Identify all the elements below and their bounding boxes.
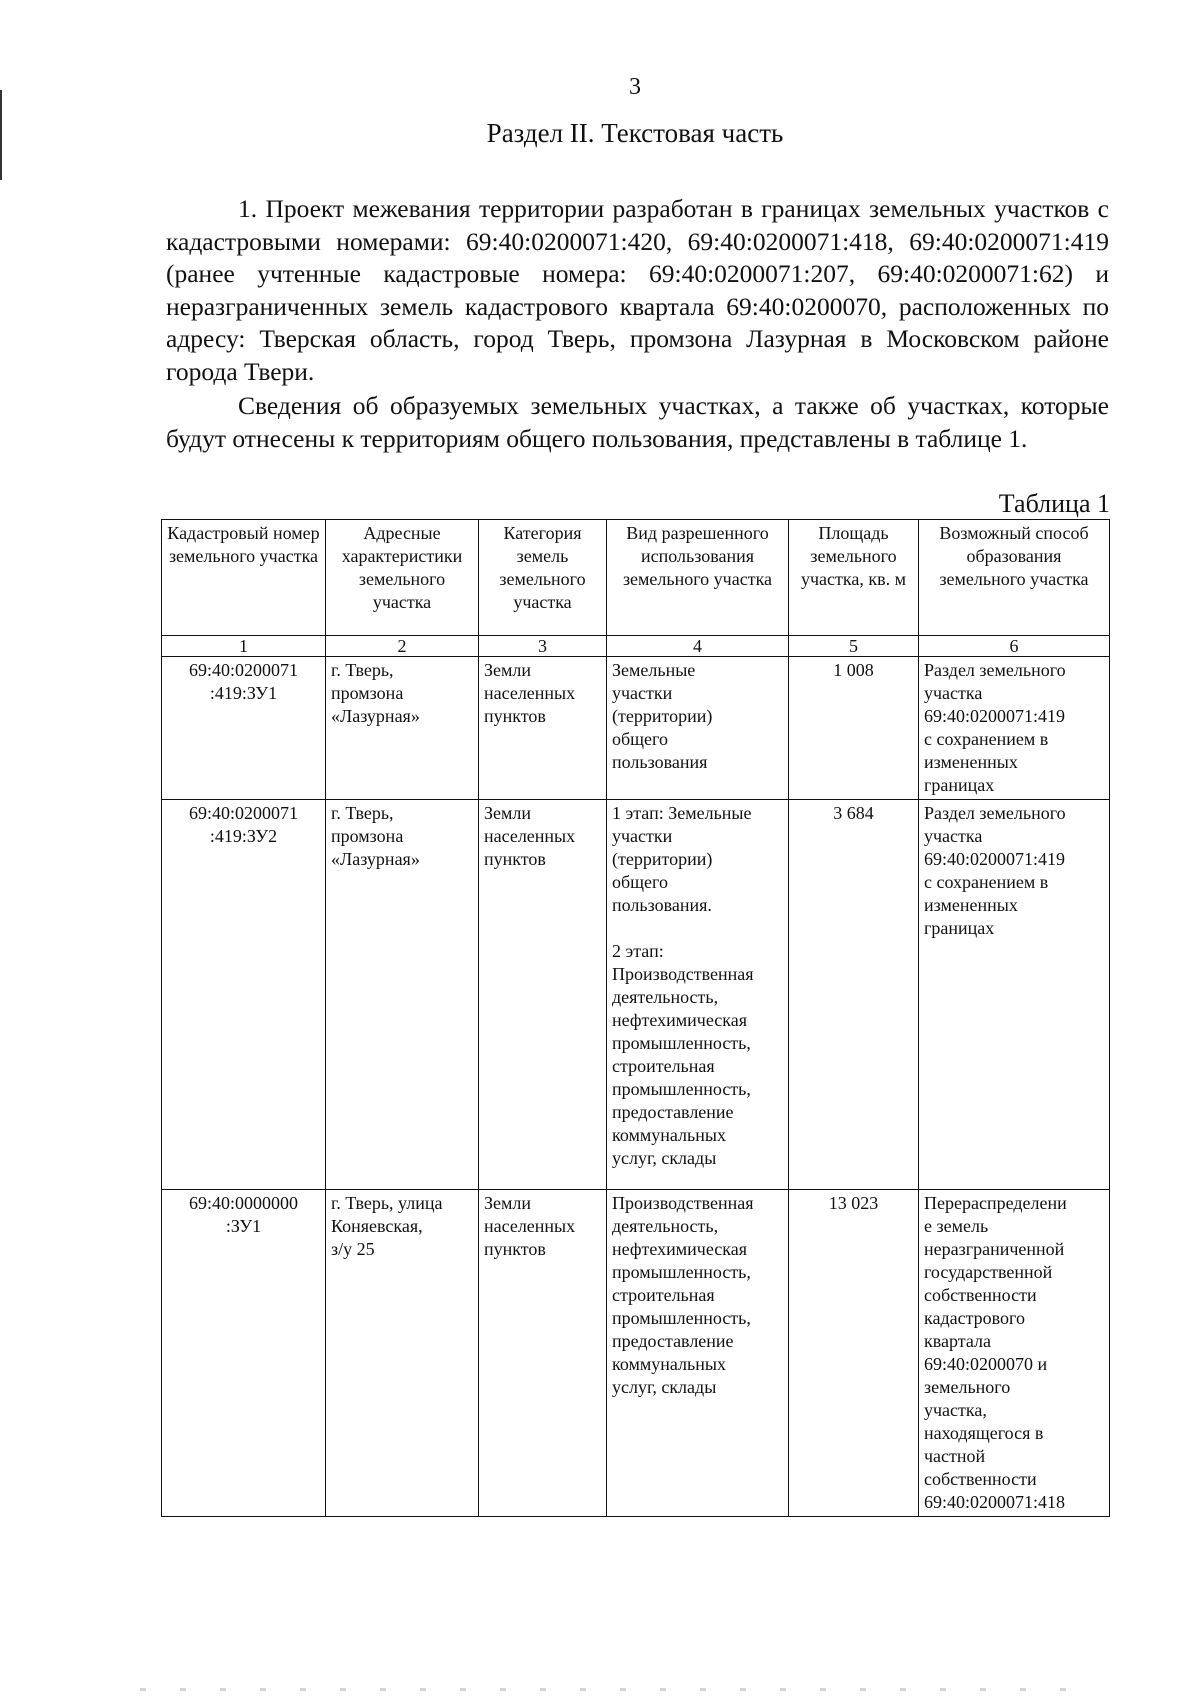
cell-land-category: Земли населенных пунктов: [479, 657, 607, 800]
header-formation-method: Возможный способ образования земельного участка: [919, 520, 1110, 636]
table-caption: Таблица 1: [998, 489, 1110, 518]
cell-permitted-use: Производственная деятельность, нефтехимическая промышленность, строительная промышленность, предоставление коммунальных услуг, склады: [607, 1190, 789, 1517]
section-title: Раздел II. Текстовая часть: [486, 118, 784, 148]
cell-land-category: Земли населенных пунктов: [479, 1190, 607, 1517]
table-row: [162, 657, 1110, 800]
header-land-category: Категория земель земельного участка: [479, 520, 607, 636]
column-number: 1: [162, 636, 326, 657]
cell-permitted-use: Земельные участки (территории) общего пользования: [607, 657, 789, 800]
cell-address: г. Тверь, улица Коняевская, з/у 25: [326, 1190, 479, 1517]
table-row: [162, 1190, 1110, 1517]
cell-permitted-use: 1 этап: Земельные участки (территории) общего пользования. 2 этап: Производственная деятельность, нефтехимическая промышленность, строительная промышленность, предоставление коммунальных услуг, склады: [607, 800, 789, 1190]
cell-cadastral-number: 69:40:0200071 :419:ЗУ1: [162, 657, 326, 800]
cell-area: 3 684: [789, 800, 919, 1190]
cell-formation-method: Перераспределени е земель неразграниченной государственной собственности кадастрового квартала 69:40:0200070 и земельного участка, находящегося в частной собственности 69:40:0200071:418: [919, 1190, 1110, 1517]
cell-cadastral-number: 69:40:0200071 :419:ЗУ2: [162, 800, 326, 1190]
cell-cadastral-number: 69:40:0000000 :ЗУ1: [162, 1190, 326, 1517]
paragraph-2: Сведения об образуемых земельных участках, а также об участках, которые будут отнесены к территориям общего пользования, представлены в таблице 1.: [166, 391, 1109, 453]
cell-land-category: Земли населенных пунктов: [479, 800, 607, 1190]
cell-address: г. Тверь, промзона «Лазурная»: [326, 657, 479, 800]
land-plots-table: [161, 519, 1110, 1517]
column-number-row: [162, 636, 1110, 657]
scan-noise-line: [140, 1688, 1100, 1691]
page-number: 3: [629, 74, 641, 100]
cell-area: 1 008: [789, 657, 919, 800]
column-number: 2: [326, 636, 479, 657]
column-number: 5: [789, 636, 919, 657]
column-number: 3: [479, 636, 607, 657]
column-number: 6: [919, 636, 1110, 657]
cell-address: г. Тверь, промзона «Лазурная»: [326, 800, 479, 1190]
header-permitted-use: Вид разрешенного использования земельного участка: [607, 520, 789, 636]
header-address: Адресные характеристики земельного участка: [326, 520, 479, 636]
table-header-row: [162, 520, 1110, 636]
table-row: [162, 800, 1110, 1190]
cell-formation-method: Раздел земельного участка 69:40:0200071:419 с сохранением в измененных границах: [919, 800, 1110, 1190]
column-number: 4: [607, 636, 789, 657]
cell-area: 13 023: [789, 1190, 919, 1517]
paragraph-1: 1. Проект межевания территории разработан в границах земельных участков с кадастровыми номерами: 69:40:0200071:420, 69:40:0200071:418, 69:40:0200071:419 (ранее учтенные кадастровые номера: 69:40:0200071:207, 69:40:0200071:62) и неразграниченных земель кадастрового квартала 69:40:0200070, расположенных по адресу: Тверская область, город Тверь, промзона Лазурная в Московском районе города Твери.: [166, 194, 1109, 386]
cell-formation-method: Раздел земельного участка 69:40:0200071:419 с сохранением в измененных границах: [919, 657, 1110, 800]
header-cadastral-number: Кадастровый номер земельного участка: [162, 520, 326, 636]
header-area: Площадь земельного участка, кв. м: [789, 520, 919, 636]
